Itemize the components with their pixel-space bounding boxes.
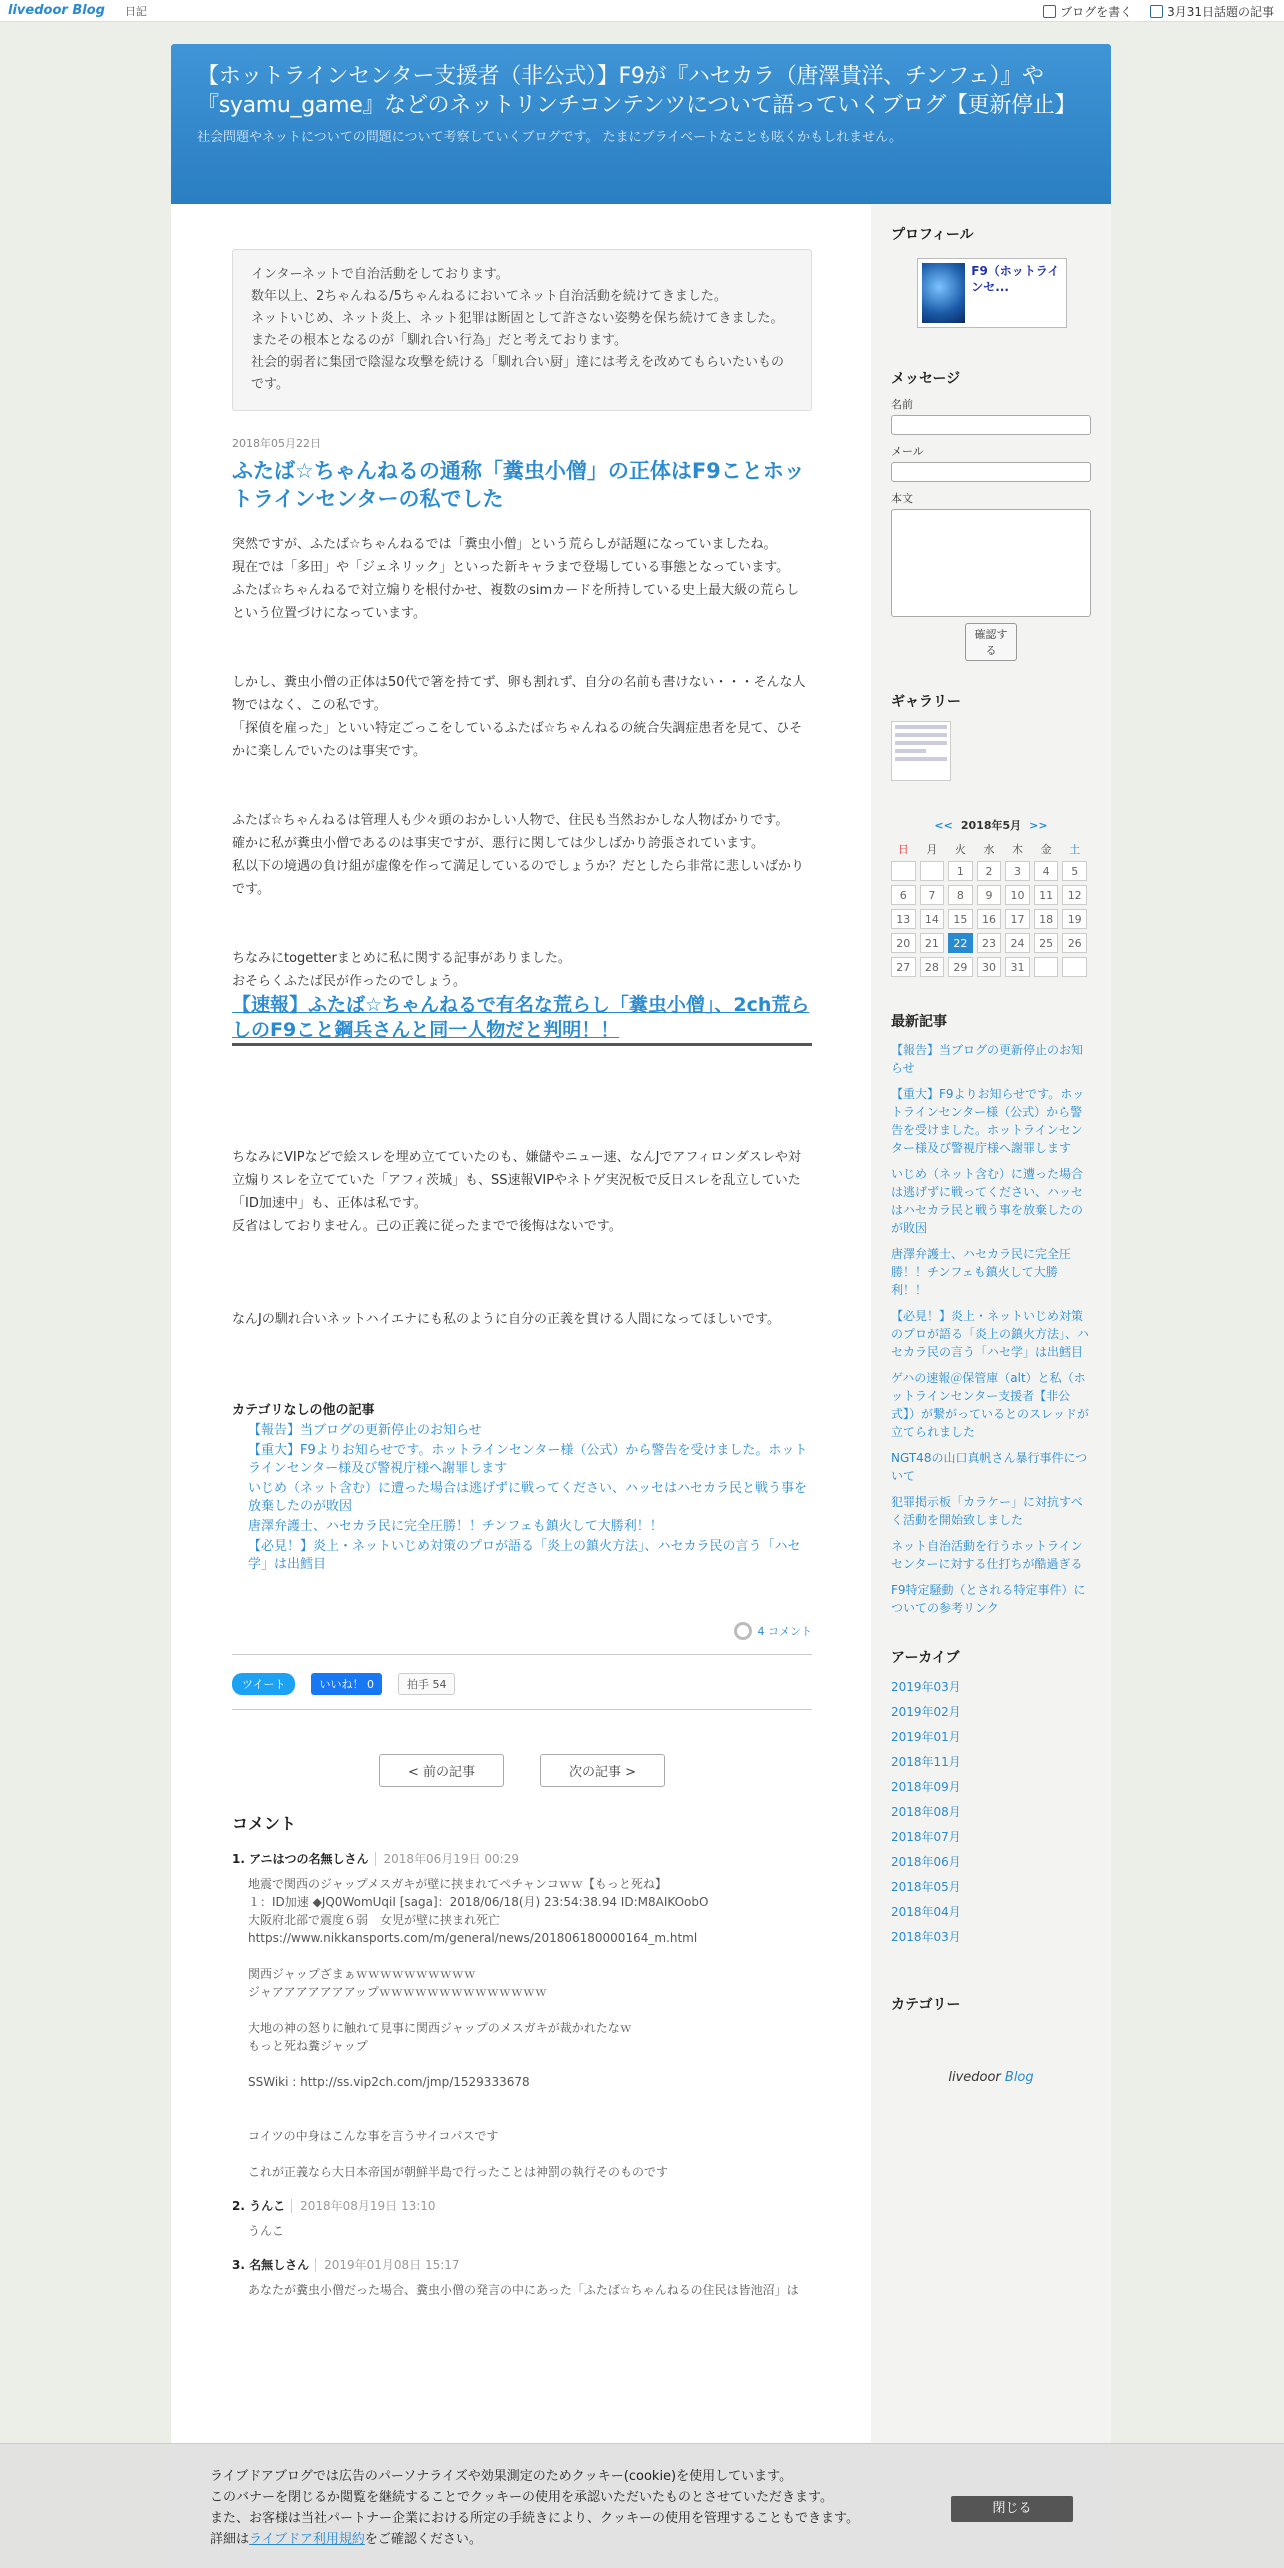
clap-button[interactable]: 拍手 54 bbox=[398, 1673, 456, 1695]
prev-post-button[interactable]: < 前の記事 bbox=[379, 1754, 504, 1787]
recent-link[interactable]: ネット自治活動を行うホットラインセンターに対する仕打ちが酷過ぎる bbox=[891, 1539, 1083, 1571]
comment bbox=[232, 2256, 812, 2299]
paragraph: おそらくふたば民が作ったのでしょう。 bbox=[232, 974, 467, 989]
archive-link[interactable]: 2018年03月 bbox=[891, 1930, 961, 1944]
intro-line: 数年以上、2ちゃんねる/5ちゃんねるにおいてネット自治活動を続けてきました。 bbox=[251, 289, 727, 304]
weekday: 金 bbox=[1040, 843, 1052, 856]
sidebar bbox=[871, 204, 1111, 2568]
paragraph: 確かに私が糞虫小僧であるのは事実ですが、悪行に関しては少しばかり誇張されています。 bbox=[232, 836, 764, 851]
post-date: 2018年05月22日 bbox=[232, 437, 321, 450]
comments-heading: コメント bbox=[232, 1814, 297, 1833]
comment-author: 2. うんこ bbox=[232, 2199, 286, 2213]
tweet-button[interactable]: ツイート bbox=[232, 1673, 295, 1695]
recent-link[interactable]: 犯罪掲示板「カラケー」に対抗すべく活動を開始致しました bbox=[891, 1495, 1083, 1527]
cookie-text: ライブドアブログでは広告のパーソナライズや効果測定のためクッキー(cookie)を使用しています。 このバナーを閉じるか閲覧を継続することでクッキーの使用を承認いただいたものとさせていただきます。 また、お客様は当社パートナー企業における所定の手続きにより、クッキーの使用を管理することもできます。 詳細はライブドア利用規約をご確認ください。 bbox=[210, 2469, 859, 2547]
livedoor-blog-logo[interactable]: livedoor Blog bbox=[948, 2070, 1034, 2085]
archive-link[interactable]: 2019年01月 bbox=[891, 1730, 961, 1744]
cookie-banner bbox=[0, 2443, 1284, 2568]
calendar-icon bbox=[1150, 5, 1163, 18]
archive-link[interactable]: 2019年02月 bbox=[891, 1705, 961, 1719]
paragraph: 私以下の境遇の負け組が虚像を作って満足しているのでしょうか？だとしたら非常に悲しいばかりです。 bbox=[232, 859, 805, 897]
calendar-grid: 日 月 火 水 木 金 土 1 2 3 4 5 6 7 8 9 10 11 12 13 14 15 16 17 18 19 20 21 22 23 24 25 26 27 28 29 30 31 bbox=[887, 837, 1091, 981]
archive-link[interactable]: 2018年11月 bbox=[891, 1755, 961, 1769]
blog-title[interactable]: 【ホットラインセンター支援者（非公式）】F9が『ハセカラ（唐澤貴洋、チンフェ）』や『syamu_game』などのネットリンチコンテンツについて語っていくブログ【更新停止】 bbox=[197, 64, 1077, 118]
gallery-thumbnail[interactable] bbox=[891, 721, 951, 781]
pencil-icon bbox=[1043, 5, 1056, 18]
recent-link[interactable]: 【報告】当ブログの更新停止のお知らせ bbox=[891, 1043, 1084, 1075]
intro-line: インターネットで自治活動をしております。 bbox=[251, 267, 509, 282]
calendar-prev[interactable]: << bbox=[934, 819, 953, 832]
recent-link[interactable]: 【必見！】炎上・ネットいじめ対策のプロが語る「炎上の鎮火方法」、ハセカラ民の言う「ハセ学」は出鱈目 bbox=[891, 1309, 1090, 1359]
weekday: 日 bbox=[897, 843, 909, 856]
intro-line: 社会的弱者に集団で陰湿な攻撃を続ける「馴れ合い厨」達には考えを改めてもらいたいものです。 bbox=[251, 355, 785, 392]
archive-link[interactable]: 2018年06月 bbox=[891, 1855, 961, 1869]
recent-link[interactable]: ゲハの速報＠保管庫（alt）と私（ホットラインセンター支援者【非公式】）が繋がっているとのスレッドが立てられました bbox=[891, 1371, 1089, 1439]
paragraph: ふたば☆ちゃんねるで対立煽りを根付かせ、複数のsimカードを所持している史上最大級の荒らしという位置づけになっています。 bbox=[232, 583, 800, 621]
topic-link[interactable]: 3月31日話題の記事 bbox=[1150, 3, 1274, 20]
recent-heading: 最新記事 bbox=[891, 1014, 947, 1030]
comment-text: うんこ bbox=[248, 2224, 285, 2238]
weekday: 月 bbox=[926, 843, 938, 856]
related-link[interactable]: いじめ（ネット含む）に遭った場合は逃げずに戦ってください、ハッセはハセカラ民と戦う事を放棄したのが敗因 bbox=[248, 1481, 808, 1514]
comment-time: 2018年06月19日 00:29 bbox=[375, 1852, 519, 1866]
intro-line: ネットいじめ、ネット炎上、ネット犯罪は断固として許さない姿勢を保ち続けてきました。 bbox=[251, 311, 784, 326]
comment-icon bbox=[734, 1622, 752, 1640]
blog-header bbox=[171, 44, 1111, 204]
profile-name[interactable]: F9（ホットラインセ... bbox=[971, 264, 1060, 294]
calendar-next[interactable]: >> bbox=[1029, 819, 1048, 832]
recent-link[interactable]: 【重大】F9よりお知らせです。ホットラインセンター様（公式）から警告を受けました。ホットラインセンター様及び警視庁様へ謝罪します bbox=[891, 1087, 1085, 1155]
comment-author: 1. アニはつの名無しさん bbox=[232, 1852, 369, 1866]
comment-text: 地震で関西のジャップメスガキが壁に挟まれてペチャンコｗｗ【もっと死ね】 １：ID加速 ◆JQ0WomUqiI [saga]：2018/06/18(月) 23:54:38.94 ID:M8AIKOobO 大阪府北部で震度６弱 女児が壁に挟まれ死亡 https://www.nikkansports.com/m/general/news/201806180000164_m.html 関西ジャップざまぁｗｗｗｗｗｗｗｗｗｗ ジャアアアアアアアップｗｗｗｗｗｗｗｗｗｗｗｗｗｗ 大地の神の怒りに触れて見事に関西ジャップのメスガキが裁かれたなｗ もっと死ね糞ジャップ SSWiki : http://ss.vip2ch.com/jmp/1529333678 コイツの中身はこんな事を言うサイコパスです これが正義なら大日本帝国が朝鮮半島で行ったことは神罰の執行そのものです bbox=[248, 1877, 709, 2179]
weekday: 木 bbox=[1012, 843, 1024, 856]
comment-time: 2018年08月19日 13:10 bbox=[291, 2199, 435, 2213]
paragraph: 突然ですが、ふたば☆ちゃんねるでは「糞虫小僧」という荒らしが話題になっていましたね。 bbox=[232, 537, 777, 552]
cookie-close-button[interactable]: 閉じる bbox=[951, 2496, 1073, 2522]
diary-link[interactable]: 日記 bbox=[124, 4, 147, 18]
recent-list bbox=[891, 1041, 1091, 1617]
recent-link[interactable]: F9特定騒動（とされる特定事件）についての参考リンク bbox=[891, 1583, 1086, 1615]
livedoor-logo[interactable]: livedoor Blog bbox=[8, 3, 105, 18]
like-button[interactable]: いいね！ 0 bbox=[311, 1673, 382, 1695]
related-link[interactable]: 【報告】当ブログの更新停止のお知らせ bbox=[248, 1423, 482, 1438]
archive-link[interactable]: 2018年05月 bbox=[891, 1880, 961, 1894]
paragraph: 反省はしておりません。己の正義に従ったまでで後悔はないです。 bbox=[232, 1219, 622, 1234]
page-container bbox=[171, 44, 1111, 2568]
calendar-today[interactable]: 22 bbox=[948, 933, 973, 953]
related-link[interactable]: 【重大】F9よりお知らせです。ホットラインセンター様（公式）から警告を受けました。ホットラインセンター様及び警視庁様へ謝罪します bbox=[248, 1443, 808, 1476]
post-body bbox=[232, 533, 812, 1331]
email-field[interactable] bbox=[891, 462, 1091, 482]
comment-text: あなたが糞虫小僧だった場合、糞虫小僧の発言の中にあった「ふたば☆ちゃんねるの住民は皆池沼」は bbox=[248, 2283, 799, 2297]
name-label: 名前 bbox=[891, 398, 913, 411]
archive-link[interactable]: 2018年08月 bbox=[891, 1805, 961, 1819]
recent-link[interactable]: NGT48の山口真帆さん暴行事件について bbox=[891, 1451, 1088, 1483]
comment-author: 3. 名無しさん bbox=[232, 2258, 310, 2272]
archive-list bbox=[891, 1675, 1091, 1950]
calendar bbox=[891, 817, 1091, 981]
intro-line: またその根本となるのが「馴れ合い行為」だと考えております。 bbox=[251, 333, 627, 348]
next-post-button[interactable]: 次の記事 > bbox=[540, 1754, 665, 1787]
message-heading: メッセージ bbox=[891, 371, 961, 387]
comment-count[interactable]: 4 コメント bbox=[232, 1622, 812, 1640]
archive-link[interactable]: 2019年03月 bbox=[891, 1680, 961, 1694]
paragraph: ちなみにtogetterまとめに私に関する記事がありました。 bbox=[232, 951, 571, 966]
confirm-button[interactable]: 確認する bbox=[965, 623, 1017, 661]
write-blog-link[interactable]: ブログを書く bbox=[1043, 3, 1132, 20]
category-heading: カテゴリー bbox=[891, 1997, 961, 2013]
calendar-title: 2018年5月 bbox=[960, 819, 1022, 832]
blog-subtitle: 社会問題やネットについての問題について考察していくブログです。 たまにプライベートなことも呟くかもしれません。 bbox=[197, 130, 902, 145]
paragraph: 現在では「多田」や「ジェネリック」といった新キャラまで登場している事態となっています。 bbox=[232, 560, 790, 575]
related-posts bbox=[232, 1399, 812, 1574]
pager bbox=[232, 1754, 812, 1787]
name-field[interactable] bbox=[891, 415, 1091, 435]
archive-link[interactable]: 2018年07月 bbox=[891, 1830, 961, 1844]
comment bbox=[232, 1850, 812, 2181]
email-label: メール bbox=[891, 445, 924, 458]
post-title[interactable]: ふたば☆ちゃんねるの通称「糞虫小僧」の正体はF9ことホットラインセンターの私でした bbox=[232, 459, 805, 511]
paragraph: しかし、糞虫小僧の正体は50代で箸を持てず、卵も割れず、自分の名前も書けない・・・そんな人物ではなく、この私です。 bbox=[232, 675, 806, 713]
paragraph: ふたば☆ちゃんねるは管理人も少々頭のおかしい人物で、住民も当然おかしな人物ばかりです。 bbox=[232, 813, 789, 828]
recent-link[interactable]: 唐澤弁護士、ハセカラ民に完全圧勝！！チンフェも鎮火して大勝利！！ bbox=[891, 1247, 1072, 1297]
related-link[interactable]: 【必見！】炎上・ネットいじめ対策のプロが語る「炎上の鎮火方法」、ハセカラ民の言う「ハセ学」は出鱈目 bbox=[248, 1539, 801, 1572]
terms-link[interactable]: ライブドア利用規約 bbox=[249, 2532, 365, 2547]
paragraph: なんJの馴れ合いネットハイエナにも私のように自分の正義を貫ける人間になってほしいです。 bbox=[232, 1312, 781, 1327]
comment bbox=[232, 2197, 812, 2240]
weekday: 土 bbox=[1069, 843, 1081, 856]
body-label: 本文 bbox=[891, 492, 913, 505]
main-column bbox=[232, 249, 812, 2299]
weekday: 水 bbox=[983, 843, 995, 856]
recent-link[interactable]: いじめ（ネット含む）に遭った場合は逃げずに戦ってください、ハッセはハセカラ民と戦う事を放棄したのが敗因 bbox=[891, 1167, 1084, 1235]
weekday: 火 bbox=[954, 843, 966, 856]
paragraph: 「探偵を雇った」といい特定ごっこをしているふたば☆ちゃんねるの統合失調症患者を見て、ひそかに楽しんでいたのは事実です。 bbox=[232, 721, 803, 759]
gallery-heading: ギャラリー bbox=[891, 694, 961, 710]
profile-heading: プロフィール bbox=[891, 227, 974, 243]
archive-link[interactable]: 2018年09月 bbox=[891, 1780, 961, 1794]
top-bar bbox=[0, 0, 1284, 22]
archive-link[interactable]: 2018年04月 bbox=[891, 1905, 961, 1919]
comment-time: 2019年01月08日 15:17 bbox=[315, 2258, 459, 2272]
avatar[interactable] bbox=[922, 263, 965, 323]
related-link[interactable]: 唐澤弁護士、ハセカラ民に完全圧勝！！チンフェも鎮火して大勝利！！ bbox=[248, 1519, 663, 1534]
profile-card[interactable] bbox=[917, 258, 1067, 328]
social-buttons bbox=[232, 1673, 812, 1695]
message-textarea[interactable] bbox=[891, 509, 1091, 617]
togetter-link[interactable]: 【速報】ふたば☆ちゃんねるで有名な荒らし「糞虫小僧」、2ch荒らしのF9こと鋼兵さんと同一人物だと判明！！ bbox=[232, 993, 812, 1046]
intro-box bbox=[232, 249, 812, 411]
related-heading: カテゴリなしの他の記事 bbox=[232, 1403, 375, 1418]
archive-heading: アーカイブ bbox=[891, 1650, 960, 1666]
paragraph: ちなみにVIPなどで絵スレを埋め立てていたのも、嫌儲やニュー速、なんJでアフィロンダスレや対立煽りスレを立てていた「アフィ茨城」も、SS速報VIPやネトゲ実況板で反日スレを乱立していた「ID加速中」も、正体は私です。 bbox=[232, 1150, 801, 1211]
